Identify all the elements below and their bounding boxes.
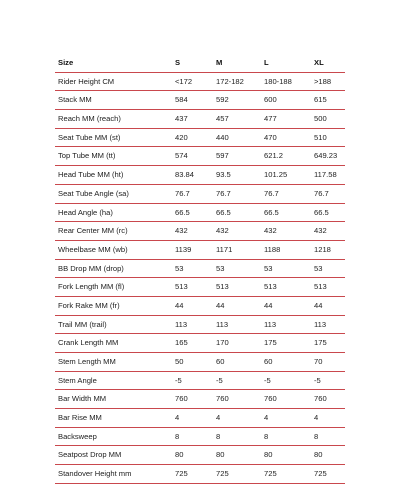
- cell-l: 113: [261, 315, 311, 334]
- cell-s: -5: [172, 371, 213, 390]
- table-row: [55, 296, 345, 315]
- cell-s: 50: [172, 353, 213, 372]
- cell-s: 83.84: [172, 166, 213, 185]
- cell-s: 44: [172, 296, 213, 315]
- cell-xl: 1218: [311, 240, 345, 259]
- cell-l: 80: [261, 446, 311, 465]
- cell-l: 8: [261, 427, 311, 446]
- cell-xl: 76.7: [311, 184, 345, 203]
- cell-l: 725: [261, 465, 311, 484]
- row-label: Reach MM (reach): [55, 110, 172, 129]
- table-row: [55, 91, 345, 110]
- cell-m: 440: [213, 128, 261, 147]
- row-label: Stem Angle: [55, 371, 172, 390]
- cell-s: <172: [172, 72, 213, 91]
- cell-xl: >188: [311, 72, 345, 91]
- table-row: [55, 465, 345, 484]
- cell-m: 4: [213, 409, 261, 428]
- table-header-row: [55, 54, 345, 72]
- table-row: [55, 409, 345, 428]
- cell-l: 44: [261, 296, 311, 315]
- cell-s: 53: [172, 259, 213, 278]
- cell-m: -5: [213, 371, 261, 390]
- row-label: Trail MM (trail): [55, 315, 172, 334]
- cell-m: 93.5: [213, 166, 261, 185]
- table-row: [55, 184, 345, 203]
- cell-s: 1139: [172, 240, 213, 259]
- cell-xl: 53: [311, 259, 345, 278]
- cell-l: 180-188: [261, 72, 311, 91]
- cell-xl: 760: [311, 390, 345, 409]
- cell-m: 432: [213, 222, 261, 241]
- cell-xl: 175: [311, 334, 345, 353]
- row-label: Seat Tube Angle (sa): [55, 184, 172, 203]
- row-label: Crank Length MM: [55, 334, 172, 353]
- row-label: Seatpost Drop MM: [55, 446, 172, 465]
- row-label: Seat Tube MM (st): [55, 128, 172, 147]
- cell-s: 113: [172, 315, 213, 334]
- row-label: Stem Length MM: [55, 353, 172, 372]
- cell-s: 574: [172, 147, 213, 166]
- cell-xl: 80: [311, 446, 345, 465]
- cell-s: 584: [172, 91, 213, 110]
- cell-l: 175: [261, 334, 311, 353]
- table-row: [55, 427, 345, 446]
- cell-l: 760: [261, 390, 311, 409]
- table-row: [55, 203, 345, 222]
- row-label: Fork Rake MM (fr): [55, 296, 172, 315]
- cell-xl: 117.58: [311, 166, 345, 185]
- table-row: [55, 166, 345, 185]
- table-row: [55, 371, 345, 390]
- header-m: M: [213, 54, 261, 72]
- row-label: Backsweep: [55, 427, 172, 446]
- cell-s: 432: [172, 222, 213, 241]
- cell-m: 1171: [213, 240, 261, 259]
- row-label: Standover Height mm: [55, 465, 172, 484]
- cell-l: 101.25: [261, 166, 311, 185]
- cell-s: 165: [172, 334, 213, 353]
- table-row: [55, 278, 345, 297]
- cell-m: 76.7: [213, 184, 261, 203]
- table-row: [55, 110, 345, 129]
- cell-m: 513: [213, 278, 261, 297]
- row-label: Rider Height CM: [55, 72, 172, 91]
- cell-m: 172-182: [213, 72, 261, 91]
- cell-m: 592: [213, 91, 261, 110]
- table-row: [55, 353, 345, 372]
- cell-m: 457: [213, 110, 261, 129]
- geometry-table: [55, 54, 345, 484]
- cell-xl: 500: [311, 110, 345, 129]
- row-label: Head Angle (ha): [55, 203, 172, 222]
- row-label: Wheelbase MM (wb): [55, 240, 172, 259]
- cell-l: 513: [261, 278, 311, 297]
- row-label: Top Tube MM (tt): [55, 147, 172, 166]
- cell-xl: -5: [311, 371, 345, 390]
- cell-m: 725: [213, 465, 261, 484]
- row-label: Stack MM: [55, 91, 172, 110]
- cell-m: 60: [213, 353, 261, 372]
- cell-s: 513: [172, 278, 213, 297]
- cell-xl: 44: [311, 296, 345, 315]
- header-s: S: [172, 54, 213, 72]
- cell-xl: 70: [311, 353, 345, 372]
- cell-xl: 4: [311, 409, 345, 428]
- cell-l: -5: [261, 371, 311, 390]
- header-l: L: [261, 54, 311, 72]
- table-row: [55, 446, 345, 465]
- row-label: BB Drop MM (drop): [55, 259, 172, 278]
- cell-xl: 510: [311, 128, 345, 147]
- cell-l: 1188: [261, 240, 311, 259]
- cell-xl: 8: [311, 427, 345, 446]
- row-label: Bar Width MM: [55, 390, 172, 409]
- table-body: [55, 72, 345, 483]
- row-label: Fork Length MM (fl): [55, 278, 172, 297]
- cell-s: 76.7: [172, 184, 213, 203]
- cell-l: 621.2: [261, 147, 311, 166]
- cell-xl: 649.23: [311, 147, 345, 166]
- cell-m: 597: [213, 147, 261, 166]
- cell-xl: 615: [311, 91, 345, 110]
- cell-m: 80: [213, 446, 261, 465]
- cell-l: 76.7: [261, 184, 311, 203]
- table-row: [55, 222, 345, 241]
- cell-l: 53: [261, 259, 311, 278]
- cell-xl: 513: [311, 278, 345, 297]
- table-row: [55, 128, 345, 147]
- cell-s: 66.5: [172, 203, 213, 222]
- table-row: [55, 390, 345, 409]
- row-label: Rear Center MM (rc): [55, 222, 172, 241]
- cell-l: 60: [261, 353, 311, 372]
- table-row: [55, 147, 345, 166]
- cell-s: 4: [172, 409, 213, 428]
- cell-s: 8: [172, 427, 213, 446]
- cell-xl: 432: [311, 222, 345, 241]
- cell-s: 420: [172, 128, 213, 147]
- cell-s: 80: [172, 446, 213, 465]
- row-label: Head Tube MM (ht): [55, 166, 172, 185]
- header-size: Size: [55, 54, 172, 72]
- cell-l: 600: [261, 91, 311, 110]
- table-row: [55, 259, 345, 278]
- header-xl: XL: [311, 54, 345, 72]
- table-row: [55, 334, 345, 353]
- row-label: Bar Rise MM: [55, 409, 172, 428]
- table-row: [55, 240, 345, 259]
- cell-s: 437: [172, 110, 213, 129]
- cell-m: 760: [213, 390, 261, 409]
- cell-m: 66.5: [213, 203, 261, 222]
- cell-l: 66.5: [261, 203, 311, 222]
- cell-xl: 725: [311, 465, 345, 484]
- table-row: [55, 72, 345, 91]
- cell-m: 8: [213, 427, 261, 446]
- cell-m: 44: [213, 296, 261, 315]
- table-row: [55, 315, 345, 334]
- cell-m: 53: [213, 259, 261, 278]
- cell-l: 470: [261, 128, 311, 147]
- cell-xl: 66.5: [311, 203, 345, 222]
- cell-xl: 113: [311, 315, 345, 334]
- cell-s: 725: [172, 465, 213, 484]
- cell-m: 113: [213, 315, 261, 334]
- cell-l: 432: [261, 222, 311, 241]
- cell-l: 477: [261, 110, 311, 129]
- cell-m: 170: [213, 334, 261, 353]
- cell-s: 760: [172, 390, 213, 409]
- cell-l: 4: [261, 409, 311, 428]
